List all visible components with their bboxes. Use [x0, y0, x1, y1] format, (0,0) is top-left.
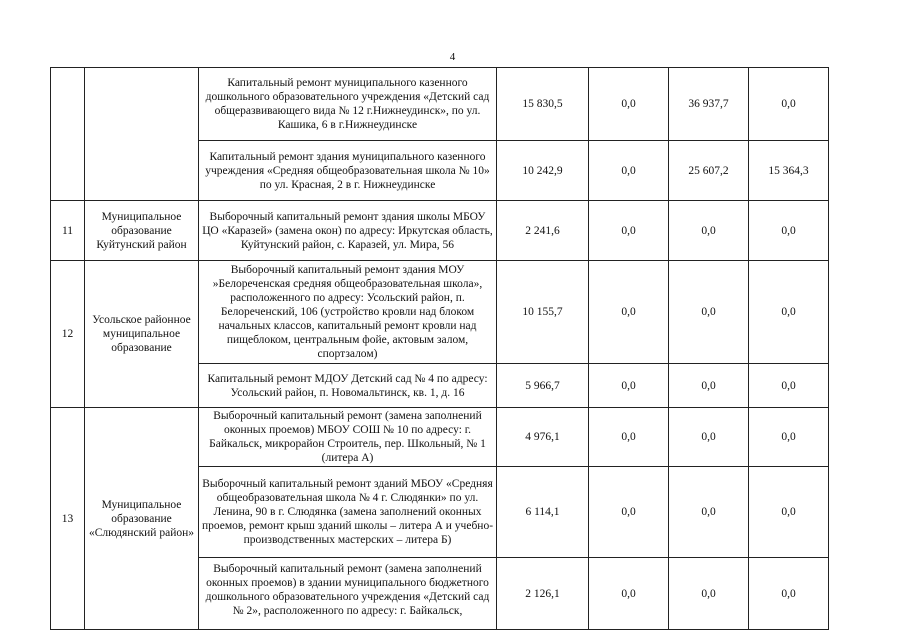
value-cell-1: 2 241,6: [497, 201, 589, 261]
value-cell-3: 25 607,2: [669, 141, 749, 201]
value-cell-3: 36 937,7: [669, 68, 749, 141]
municipality-cell: Усольское районное муниципальное образование: [85, 261, 199, 408]
value-cell-4: 0,0: [749, 408, 829, 467]
value-cell-3: 0,0: [669, 558, 749, 630]
object-name-cell: Выборочный капитальный ремонт (замена заполнений оконных проемов) МБОУ СОШ № 10 по адресу: г. Байкальск, микрорайон Строитель, пер. Школьный, № 1 (литера А): [199, 408, 497, 467]
table-row: [51, 261, 829, 364]
value-cell-4: 0,0: [749, 558, 829, 630]
row-number: 13: [51, 408, 85, 630]
value-cell-1: 4 976,1: [497, 408, 589, 467]
value-cell-1: 2 126,1: [497, 558, 589, 630]
value-cell-4: 0,0: [749, 201, 829, 261]
object-name-cell: Капитальный ремонт МДОУ Детский сад № 4 по адресу: Усольский район, п. Новомальтинск, кв. 1, д. 16: [199, 364, 497, 408]
row-number: 12: [51, 261, 85, 408]
value-cell-3: 0,0: [669, 364, 749, 408]
value-cell-3: 0,0: [669, 408, 749, 467]
value-cell-1: 15 830,5: [497, 68, 589, 141]
object-name-text: Выборочный капитальный ремонт (замена заполнений оконных проемов) в здании муниципального бюджетного дошкольного образовательного учреждения «Детский сад № 2», расположенного по адресу: г. Байкальск,: [205, 563, 490, 617]
value-cell-1: 10 242,9: [497, 141, 589, 201]
page-number: 4: [449, 51, 456, 63]
row-number: 11: [51, 201, 85, 261]
object-name-cell: Выборочный капитальный ремонт здания школы МБОУ ЦО «Каразей» (замена окон) по адресу: Иркутская область, Куйтунский район, с. Каразей, ул. Мира, 56: [199, 201, 497, 261]
value-cell-1: 10 155,7: [497, 261, 589, 364]
value-cell-4: 0,0: [749, 467, 829, 558]
value-cell-2: 0,0: [589, 364, 669, 408]
value-cell-4: 0,0: [749, 261, 829, 364]
value-cell-3: 0,0: [669, 467, 749, 558]
value-cell-2: 0,0: [589, 558, 669, 630]
value-cell-2: 0,0: [589, 201, 669, 261]
value-cell-4: 0,0: [749, 364, 829, 408]
value-cell-2: 0,0: [589, 408, 669, 467]
object-name-cell: Капитальный ремонт муниципального казенного дошкольного образовательного учреждения «Детский сад общеразвивающего вида № 12 г.Нижнеудинск», по ул. Кашика, 6 в г.Нижнеудинске: [199, 68, 497, 141]
value-cell-3: 0,0: [669, 261, 749, 364]
value-cell-4: 0,0: [749, 68, 829, 141]
value-cell-1: 6 114,1: [497, 467, 589, 558]
value-cell-4: 15 364,3: [749, 141, 829, 201]
municipality-cell: Муниципальное образование Куйтунский район: [85, 201, 199, 261]
value-cell-2: 0,0: [589, 261, 669, 364]
value-cell-2: 0,0: [589, 467, 669, 558]
table-row: [51, 68, 829, 141]
value-cell-2: 0,0: [589, 68, 669, 141]
value-cell-2: 0,0: [589, 141, 669, 201]
value-cell-3: 0,0: [669, 201, 749, 261]
object-name-cell: Капитальный ремонт здания муниципального казенного учреждения «Средняя общеобразовательная школа № 10» по ул. Красная, 2 в г. Нижнеудинске: [199, 141, 497, 201]
object-name-cell: Выборочный капитальный ремонт здания МОУ »Белореченская средняя общеобразовательная школа», расположенного по адресу: Усольский район, п. Белореченский, 106 (устройство кровли над блоком начальных классов, капитальный ремонт кровли над пищеблоком, центральным фойе, актовым залом, спортзалом): [199, 261, 497, 364]
municipality-cell: Муниципальное образование «Слюдянский район»: [85, 408, 199, 630]
funding-table: [50, 67, 829, 630]
table-row: [51, 201, 829, 261]
object-name-cell: [199, 558, 497, 630]
municipality-cell: [85, 68, 199, 201]
row-number: [51, 68, 85, 201]
value-cell-1: 5 966,7: [497, 364, 589, 408]
table-row: [51, 408, 829, 467]
object-name-cell: Выборочный капитальный ремонт зданий МБОУ «Средняя общеобразовательная школа № 4 г. Слюдянки» по ул. Ленина, 90 в г. Слюдянка (замена заполнений оконных проемов, ремонт крыш зданий школы – литера А и учебно-производственных мастерских – литера Б): [199, 467, 497, 558]
